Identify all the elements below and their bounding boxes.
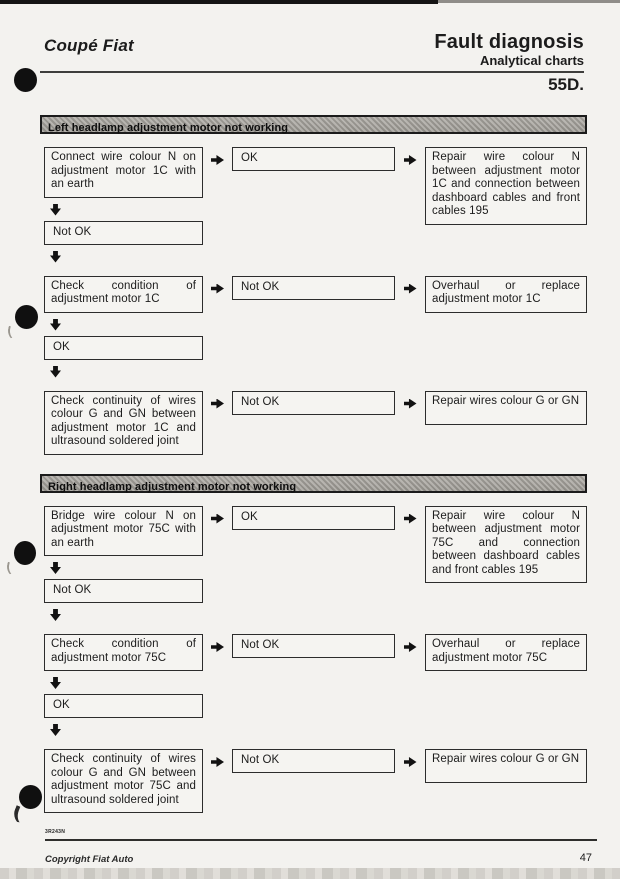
section-right-headlamp: [44, 474, 587, 814]
flowchart-area: [0, 95, 620, 813]
down-arrow-icon: [50, 677, 61, 689]
section-title: Left headlamp adjustment motor not working: [48, 122, 289, 134]
page-header: [0, 0, 620, 95]
down-arrow-icon: [50, 251, 61, 263]
punch-hole-icon: [14, 541, 36, 565]
action-box: Overhaul or replace adjustment motor 75C: [425, 634, 587, 671]
punch-hole-icon: [15, 305, 38, 329]
right-arrow-icon: [211, 284, 224, 294]
status-box: Not OK: [44, 221, 203, 245]
down-arrow-icon: [50, 724, 61, 736]
print-code: 3R243N: [45, 829, 66, 835]
result-box: Not OK: [232, 634, 395, 658]
action-box: Repair wire colour N between adjustment motor 75C and connection between dashboard cables and front cables 195: [425, 506, 587, 584]
section-title: Right headlamp adjustment motor not working: [48, 480, 297, 493]
right-arrow-icon: [404, 155, 417, 165]
check-box: Check continuity of wires colour G and GN between adjustment motor 1C and ultrasound soldered joint: [44, 391, 203, 455]
section-code: 55D.: [548, 75, 584, 94]
page-title: Fault diagnosis: [434, 31, 584, 53]
flow-row: [44, 634, 587, 741]
result-box: OK: [232, 147, 395, 171]
right-arrow-icon: [211, 642, 224, 652]
section-header-bar: [40, 474, 587, 493]
down-arrow-icon: [50, 204, 61, 216]
page-number: 47: [579, 852, 592, 864]
check-box: Bridge wire colour N on adjustment motor 75C with an earth: [44, 506, 203, 557]
status-box: Not OK: [44, 579, 203, 603]
flow-row: [44, 391, 587, 455]
down-arrow-icon: [50, 609, 61, 621]
check-box: Check continuity of wires colour G and GN between adjustment motor 75C and ultrasound soldered joint: [44, 749, 203, 813]
scan-bottom-edge: [0, 868, 620, 879]
down-arrow-icon: [50, 319, 61, 331]
punch-hole-icon: [19, 785, 42, 809]
right-arrow-icon: [404, 642, 417, 652]
flow-row: [44, 276, 587, 383]
status-box: OK: [44, 694, 203, 718]
brand-title: Coupé Fiat: [44, 36, 134, 55]
down-arrow-icon: [50, 562, 61, 574]
right-arrow-icon: [404, 284, 417, 294]
check-box: Check condition of adjustment motor 1C: [44, 276, 203, 313]
check-box: Connect wire colour N on adjustment motor 1C with an earth: [44, 147, 203, 198]
action-box: Repair wires colour G or GN: [425, 391, 587, 425]
header-divider: [40, 71, 584, 73]
result-box: OK: [232, 506, 395, 530]
right-arrow-icon: [211, 514, 224, 524]
right-arrow-icon: [211, 399, 224, 409]
action-box: Repair wires colour G or GN: [425, 749, 587, 783]
status-box: OK: [44, 336, 203, 360]
flow-row: [44, 506, 587, 627]
down-arrow-icon: [50, 366, 61, 378]
flow-row: [44, 749, 587, 813]
check-box: Check condition of adjustment motor 75C: [44, 634, 203, 671]
right-arrow-icon: [404, 399, 417, 409]
copyright-notice: Copyright Fiat Auto: [45, 854, 134, 865]
right-arrow-icon: [404, 757, 417, 767]
action-box: Overhaul or replace adjustment motor 1C: [425, 276, 587, 313]
section-left-headlamp: [44, 115, 587, 455]
action-box: Repair wire colour N between adjustment motor 1C and connection between dashboard cables and front cables 195: [425, 147, 587, 225]
right-arrow-icon: [211, 757, 224, 767]
section-header-bar: [40, 115, 587, 134]
footer-divider: [45, 839, 597, 841]
flow-row: [44, 147, 587, 268]
page-subtitle: Analytical charts: [479, 53, 584, 68]
right-arrow-icon: [404, 514, 417, 524]
result-box: Not OK: [232, 749, 395, 773]
right-arrow-icon: [211, 155, 224, 165]
result-box: Not OK: [232, 391, 395, 415]
result-box: Not OK: [232, 276, 395, 300]
